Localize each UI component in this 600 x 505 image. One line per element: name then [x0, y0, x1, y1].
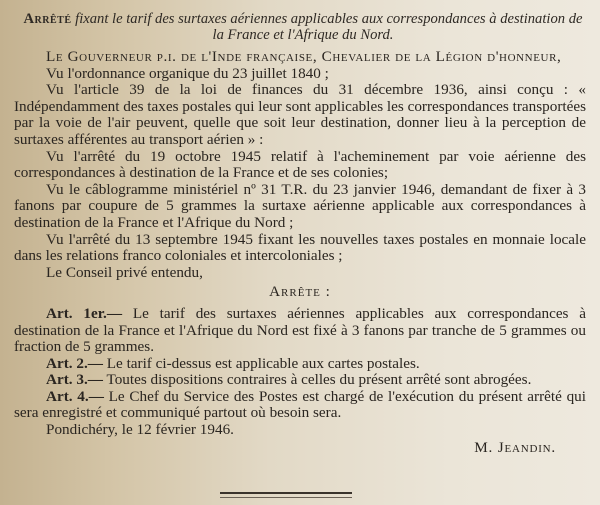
article-label: Art. 1er.— [46, 304, 123, 322]
article-label: Art. 3.— [46, 371, 103, 389]
decree-title [20, 12, 586, 43]
preamble-item: Vu l'article 39 de la loi de finances du 31 décembre 1936, ainsi conçu : « Indépendamment des taxes postales qui leur sont applicables les correspondances transportées par la voie de l'air peuvent, quelle que soit leur destination, donner lieu à la perception de surtaxes afférentes au transport aérien » : [14, 81, 586, 148]
signature: M. Jeandin. [474, 439, 556, 457]
title-lead: Arrêté [23, 11, 72, 27]
article-4 [14, 389, 586, 422]
preamble-item: Vu l'arrêté du 19 octobre 1945 relatif à l'acheminement par voie aérienne des correspondances à destination de la France et de ses colonies; [14, 147, 586, 182]
signature-block [14, 422, 586, 456]
decree-heading: Arrête : [269, 283, 331, 301]
preamble-item: Vu le câblogramme ministériel nº 31 T.R. du 23 janvier 1946, demandant de fixer à 3 fanons par coupure de 5 grammes la surtaxe aérienne applicable aux correspondances à destination de la France et l'Afrique du Nord ; [14, 180, 586, 231]
article-label: Art. 2.— [46, 354, 103, 372]
article-text: Toutes dispositions contraires à celles du présent arrêté sont abrogées. [102, 371, 532, 389]
article-3 [14, 372, 586, 389]
preamble-item: Le Conseil privé entendu, [46, 263, 203, 281]
place-date: Pondichéry, le 12 février 1946. [46, 421, 234, 439]
article-text: Le Chef du Service des Postes est chargé de l'exécution du présent arrêté qui sera enregistré et communiqué partout où besoin sera. [14, 387, 586, 422]
preamble-item: Vu l'arrêté du 13 septembre 1945 fixant les nouvelles taxes postales en monnaie locale dans les relations franco coloniales et intercoloniales ; [14, 230, 586, 265]
article-text: Le tarif des surtaxes aériennes applicables aux correspondances à destination de la France et l'Afrique du Nord est fixé à 3 fanons par tranche de 5 grammes ou fraction de 5 grammes. [14, 304, 586, 356]
article-1 [14, 306, 586, 356]
title-rest: fixant le tarif des surtaxes aériennes applicables aux correspondances à destination de la France et l'Afrique du Nord. [71, 11, 583, 43]
article-label: Art. 4.— [46, 387, 104, 405]
decree-document [14, 12, 586, 456]
article-text: Le tarif ci-dessus est applicable aux cartes postales. [102, 354, 420, 372]
article-2 [14, 356, 586, 373]
preamble-item: Vu l'ordonnance organique du 23 juillet 1840 ; [46, 64, 329, 82]
separator-rule [220, 492, 352, 498]
governor-line: Le Gouverneur p.i. de l'Inde française, Chevalier de la Légion d'honneur, [46, 48, 562, 65]
